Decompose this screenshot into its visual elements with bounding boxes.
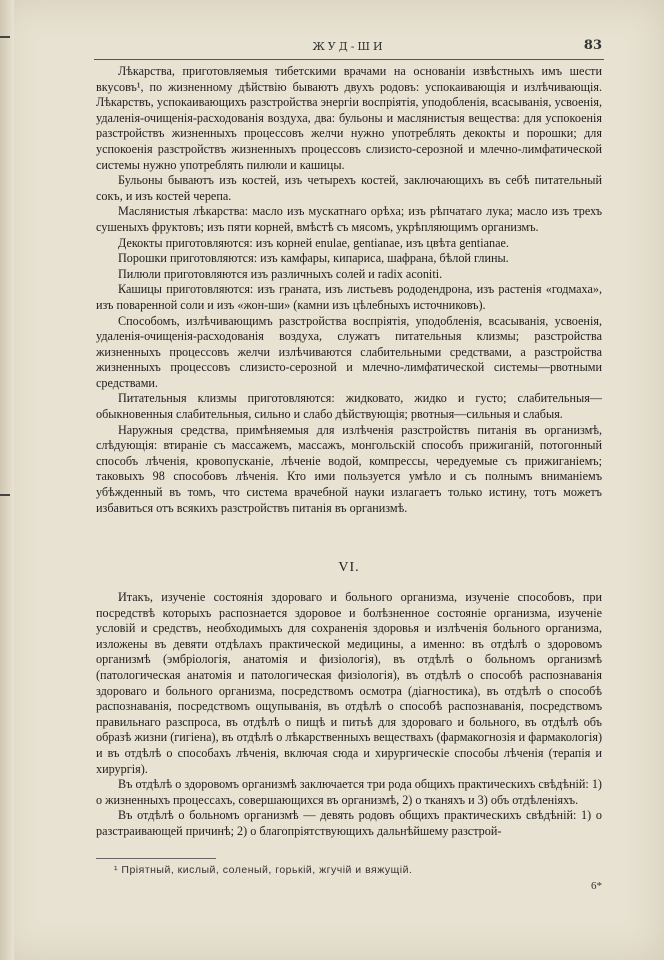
paragraph: Порошки приготовляются: изъ камфары, кипариса, шафрана, бѣлой глины. bbox=[118, 251, 509, 266]
body-text-bottom bbox=[96, 590, 602, 840]
footnote: ¹ Пріятный, кислый, соленый, горькій, жгучій и вяжущій. bbox=[114, 864, 413, 876]
paragraph: Декокты приготовляются: изъ корней enulae, gentianae, изъ цвѣта gentianae. bbox=[118, 235, 509, 250]
paragraph: Итакъ, изученіе состоянія здороваго и больного организма, изученіе способовъ, при посредствѣ которыхъ распознается здоровое и болѣзненное состояніе организма, изученіе условій и средствъ, необходимыхъ для сохраненія здоровья и излѣченія больного организма, изложены въ девяти отдѣлахъ практической медицины, а именно: въ отдѣлѣ о здоровомъ организмѣ (эмбріологія, анатомія и физіологія), въ отдѣлѣ о больномъ организмѣ (патологическая анатомія и патологическая физіологія), въ отдѣлѣ о способѣ распознаванія здороваго и больного организма, посредствомъ осмотра (діагностика), въ отдѣлѣ о способѣ распознаванія, посредствомъ ощупыванія, въ отдѣлѣ о способѣ распознаванія, посредствомъ правильнаго разспроса, въ отдѣлѣ о пищѣ и питьѣ для здороваго и больного, въ отдѣлѣ объ образѣ жизни (гигіена), въ отдѣлѣ о лѣкарственныхъ веществахъ (фармакогнозія и фармакологія) и въ отдѣлѣ о способахъ лѣченія, включая сюда и хирургическіе способы лѣченія (терапія и хирургія). bbox=[96, 590, 602, 776]
paragraph: Способомъ, излѣчивающимъ разстройства воспріятія, уподобленія, всасыванія, усвоенія, удаленія-очищенія-расходованія воздуха, служатъ питательныя клизмы; разстройства жизненныхъ процессовъ желчи излѣчиваются слабительными средствами, а разстройства жизненныхъ процессовъ слизисто-серозной и млечно-лимфатической системы—рвотными средствами. bbox=[96, 313, 602, 390]
page-spine-shadow bbox=[0, 0, 14, 960]
running-header bbox=[96, 38, 602, 56]
binding-mark bbox=[0, 494, 10, 496]
paragraph: Въ отдѣлѣ о больномъ организмѣ — девять родовъ общихъ практическихъ свѣдѣній: 1) о разстраивающей причинѣ; 2) о благопріятствующихъ дальнѣйшему разстрой- bbox=[96, 808, 602, 838]
body-text-top bbox=[96, 64, 602, 516]
binding-mark bbox=[0, 36, 10, 38]
paragraph: Лѣкарства, приготовляемыя тибетскими врачами на основаніи извѣстныхъ имъ шести вкусовъ¹, по жизненному дѣйствію бываютъ двухъ родовъ: успокаивающія и излѣчивающія. Лѣкарствъ, успокаивающихъ разстройства энергіи воспріятія, уподобленія, всасыванія, усвоенія, удаленія-очищенія-расходованія воздуха, два: бульоны и маслянистыя вещества: для успокоенія разстройствъ жизненныхъ процессовъ желчи нужно употреблять декокты и порошки; для успокоенія разстройствъ жизненныхъ процессовъ слизисто-серозной и млечно-лимфатической системы нужно употреблять пилюли и кашицы. bbox=[96, 64, 602, 172]
paragraph: Наружныя средства, примѣняемыя для излѣченія разстройствъ питанія въ организмѣ, слѣдующія: втираніе съ массажемъ, массажъ, монгольскій способъ прижиганій, потогонный способъ лѣченія, кровопусканіе, лѣченіе водой, компрессы, чередуемые съ прижиганіемъ; таковыхъ 98 способовъ лѣченія. Кто ими пользуется умѣло и съ полнымъ вниманіемъ убѣжденный въ томъ, что система врачебной науки излагаетъ только истину, тотъ можетъ избавиться отъ всякихъ разстройствъ питанія въ организмѣ. bbox=[96, 422, 602, 515]
paragraph: Маслянистыя лѣкарства: масло изъ мускатнаго орѣха; изъ рѣпчатаго лука; масло изъ трехъ сушеныхъ фруктовъ; изъ пяти корней, вмѣстѣ съ мясомъ, укрѣпляющимъ организмъ. bbox=[96, 204, 602, 234]
header-rule bbox=[94, 59, 604, 60]
running-title: ЖУД-ШИ bbox=[312, 40, 386, 53]
page-number: 83 bbox=[583, 38, 602, 53]
paragraph: Бульоны бываютъ изъ костей, изъ четырехъ костей, заключающихъ въ себѣ питательный сокъ, и изъ костей черепа. bbox=[96, 173, 602, 203]
paragraph: Пилюли приготовляются изъ различныхъ солей и radix aconiti. bbox=[118, 266, 443, 281]
paragraph: Кашицы приготовляются: изъ граната, изъ листьевъ рододендрона, изъ растенія «годмаха», изъ поваренной соли и изъ «жон-ши» (камни изъ цѣлебныхъ источниковъ). bbox=[96, 282, 602, 312]
paragraph: Питательныя клизмы приготовляются: жидковато, жидко и густо; слабительныя—обыкновенныя слабительныя, сильно и слабо дѣйствующія; рвотныя—сильныя и слабыя. bbox=[96, 391, 602, 422]
footnote-rule bbox=[96, 858, 216, 859]
paragraph: Въ отдѣлѣ о здоровомъ организмѣ заключается три рода общихъ практическихъ свѣдѣній: 1) о жизненныхъ процессахъ, совершающихся въ организмѣ, 2) о тканяхъ и 3) объ отдѣленіяхъ. bbox=[96, 777, 602, 807]
section-number: VI. bbox=[338, 560, 360, 575]
signature-mark: 6* bbox=[591, 880, 602, 892]
